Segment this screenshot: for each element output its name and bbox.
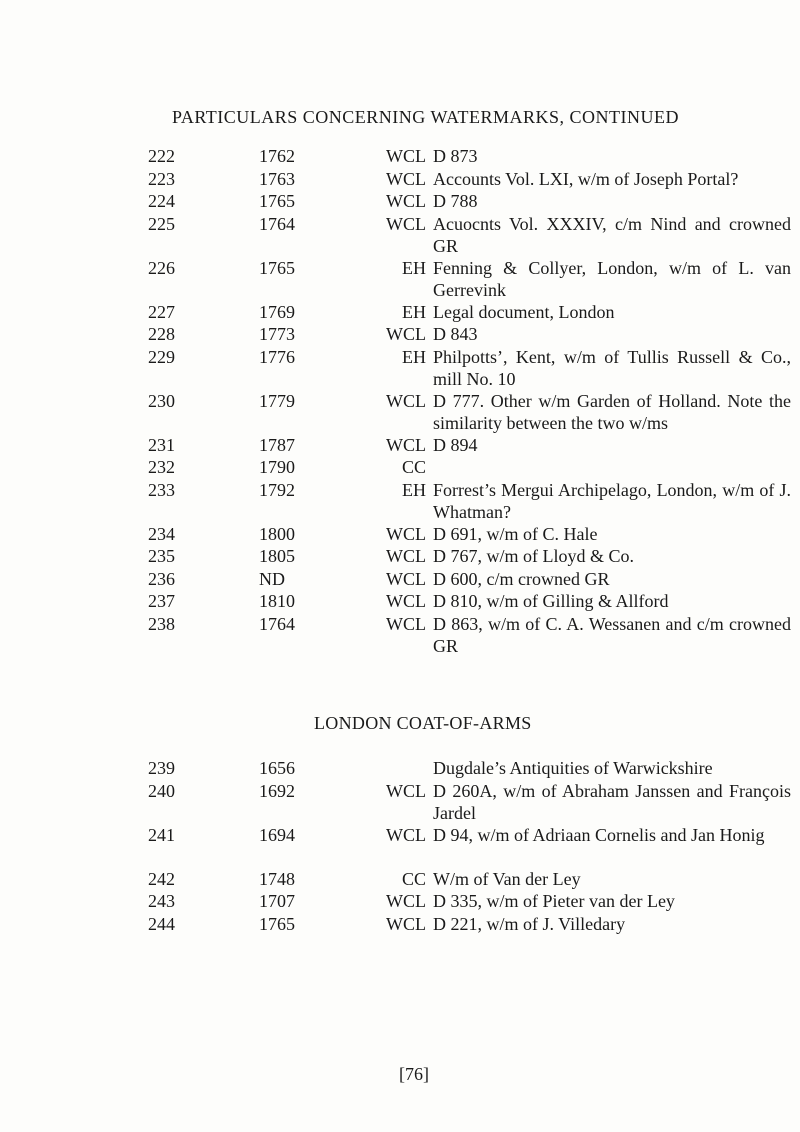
entry-source: WCL [386,324,426,344]
entry-source: WCL [386,546,426,566]
entry-number: 235 [148,546,175,566]
entry-year: 1792 [259,479,295,500]
entry-description: D 777. Other w/m Garden of Holland. Note the similarity between the two w/ms [433,390,791,433]
entry-number: 243 [148,891,175,911]
entry-source: CC [401,457,426,477]
entry-number: 227 [148,301,175,322]
entry-number: 222 [148,146,175,166]
entry-number: 244 [148,913,175,934]
entry-number: 223 [148,168,175,189]
entry-year: 1773 [259,324,295,344]
entry-number: 240 [148,780,175,801]
table-row [0,523,800,546]
entry-number: 233 [148,479,175,500]
watermark-list-london [0,757,800,935]
table-row [0,479,800,523]
entry-description: D 600, c/m crowned GR [433,568,610,589]
entry-number: 226 [148,257,175,278]
entry-number: 238 [148,613,175,634]
table-row [0,868,800,891]
table-row [0,145,800,168]
entry-year: 1656 [259,758,295,778]
entry-source: WCL [386,390,426,411]
entry-number: 234 [148,523,175,544]
entry-number: 241 [148,824,175,845]
entry-source: EH [402,479,426,500]
entry-year: 1762 [259,146,295,166]
table-row [0,456,800,479]
table-row [0,824,800,868]
table-row [0,913,800,936]
table-row [0,301,800,324]
table-row [0,434,800,457]
entry-year: 1765 [259,913,295,934]
entry-source: WCL [386,191,426,211]
entry-source: WCL [386,891,426,911]
entry-year: 1692 [259,780,295,801]
entry-source: WCL [386,434,426,455]
entry-year: 1765 [259,257,295,278]
entry-description: D 335, w/m of Pieter van der Ley [433,891,675,911]
entry-number: 225 [148,213,175,234]
entry-number: 239 [148,758,175,778]
entry-description: D 788 [433,191,478,211]
table-row [0,190,800,213]
entry-source: WCL [386,613,426,634]
entry-source: WCL [386,146,426,166]
entry-description: Forrest’s Mergui Archipelago, London, w/m of J. Whatman? [433,479,791,522]
entry-source: EH [402,346,426,367]
entry-year: 1790 [259,457,295,477]
entry-description: D 691, w/m of C. Hale [433,523,598,544]
table-row [0,257,800,301]
table-row [0,168,800,191]
entry-description: W/m of Van der Ley [433,868,581,889]
entry-description: Accounts Vol. LXI, w/m of Joseph Portal? [433,168,739,189]
entry-number: 237 [148,591,175,611]
entry-description: D 260A, w/m of Abraham Janssen and François Jardel [433,780,791,823]
entry-year: ND [259,568,285,589]
entry-year: 1748 [259,868,295,889]
entry-description: D 873 [433,146,478,166]
entry-number: 242 [148,868,175,889]
entry-source: EH [402,301,426,322]
entry-year: 1764 [259,613,295,634]
table-row [0,757,800,780]
entry-description: Philpotts’, Kent, w/m of Tullis Russell & Co., mill No. 10 [433,346,791,389]
entry-source: WCL [386,913,426,934]
entry-year: 1787 [259,434,295,455]
entry-source: CC [401,868,426,889]
entry-description: D 810, w/m of Gilling & Allford [433,591,669,611]
table-row [0,390,800,434]
entry-number: 224 [148,191,175,211]
entry-description: Legal document, London [433,301,615,322]
entry-description: Fenning & Collyer, London, w/m of L. van Gerrevink [433,257,791,300]
entry-year: 1810 [259,591,295,611]
entry-description: D 221, w/m of J. Villedary [433,913,626,934]
entry-source: WCL [386,568,426,589]
entry-number: 231 [148,434,175,455]
entry-year: 1800 [259,523,295,544]
table-row [0,780,800,824]
entry-number: 229 [148,346,175,367]
entry-year: 1779 [259,390,295,411]
entry-number: 232 [148,457,175,477]
entry-year: 1694 [259,824,295,845]
entry-description: D 843 [433,324,478,344]
entry-description: D 863, w/m of C. A. Wessanen and c/m crowned GR [433,613,791,656]
entry-source: EH [402,257,426,278]
entry-description: Acuocnts Vol. XXXIV, c/m Nind and crowned GR [433,213,791,256]
entry-year: 1769 [259,301,295,322]
section-title: LONDON COAT-OF-ARMS [314,713,532,733]
page-heading: PARTICULARS CONCERNING WATERMARKS, CONTINUED [172,107,679,127]
entry-year: 1764 [259,213,295,234]
entry-description: D 767, w/m of Lloyd & Co. [433,546,634,566]
table-row [0,213,800,257]
page-number: [76] [399,1064,429,1084]
entry-source: WCL [386,168,426,189]
table-row [0,545,800,568]
entry-source: WCL [386,780,426,801]
entry-description: D 894 [433,434,478,455]
entry-source: WCL [386,523,426,544]
entry-source: WCL [386,824,426,845]
entry-number: 228 [148,324,175,344]
table-row [0,613,800,657]
table-row [0,346,800,390]
entry-description: D 94, w/m of Adriaan Cornelis and Jan Honig [433,824,765,845]
entry-source: WCL [386,213,426,234]
table-row [0,590,800,613]
entry-source: WCL [386,591,426,611]
entry-year: 1763 [259,168,295,189]
entry-year: 1765 [259,191,295,211]
entry-number: 230 [148,390,175,411]
watermark-list [0,145,800,657]
entry-description: Dugdale’s Antiquities of Warwickshire [433,758,713,778]
entry-year: 1707 [259,891,295,911]
entry-year: 1776 [259,346,295,367]
entry-number: 236 [148,568,175,589]
table-row [0,568,800,591]
table-row [0,323,800,346]
entry-year: 1805 [259,546,295,566]
table-row [0,890,800,913]
